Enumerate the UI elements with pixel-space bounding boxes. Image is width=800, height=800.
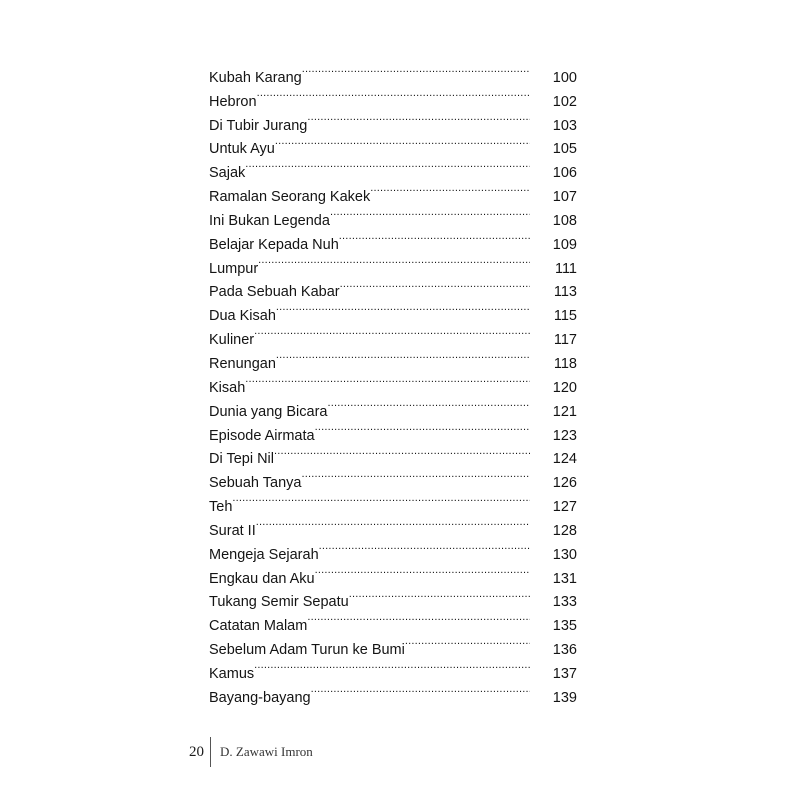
dot-leader: [257, 82, 530, 106]
toc-entry-title: Pada Sebuah Kabar: [209, 284, 340, 301]
page-footer: [189, 737, 313, 767]
toc-entry-title: Kisah: [209, 379, 246, 396]
dot-leader: [339, 225, 530, 249]
dot-leader: [302, 58, 530, 82]
toc-entry-page: 108: [552, 212, 577, 229]
toc-entry-title: Ramalan Seorang Kakek: [209, 189, 371, 206]
toc-entry: [209, 320, 577, 349]
toc-entry: [209, 535, 577, 563]
toc-entry-page: 135: [552, 618, 577, 635]
toc-entry-title: Dua Kisah: [209, 308, 276, 325]
toc-entry-title: Kuliner: [209, 332, 255, 349]
toc-entry: [209, 153, 577, 182]
dot-leader: [276, 296, 530, 320]
dot-leader: [256, 511, 530, 535]
toc-entry-page: 131: [552, 570, 577, 587]
toc-entry: [209, 106, 577, 134]
dot-leader: [245, 153, 530, 177]
toc-entry-page: 117: [553, 332, 577, 349]
toc-entry-page: 120: [552, 379, 577, 396]
toc-entry-page: 128: [552, 522, 577, 539]
toc-entry-title: Belajar Kepada Nuh: [209, 236, 339, 253]
dot-leader: [307, 106, 530, 130]
footer-divider: [210, 737, 211, 767]
toc-entry-title: Ini Bukan Legenda: [209, 212, 330, 229]
dot-leader: [315, 559, 530, 583]
dot-leader: [254, 320, 530, 344]
toc-entry-title: Sebuah Tanya: [209, 475, 302, 492]
toc-entry-title: Lumpur: [209, 260, 259, 277]
toc-entry-page: 105: [552, 141, 577, 158]
toc-entry-title: Sebelum Adam Turun ke Bumi: [209, 642, 405, 659]
dot-leader: [315, 416, 530, 440]
toc-entry-page: 115: [553, 308, 577, 325]
dot-leader: [349, 583, 530, 607]
toc-entry-title: Engkau dan Aku: [209, 570, 315, 587]
footer-author-name: D. Zawawi Imron: [220, 744, 313, 759]
toc-entry-title: Kamus: [209, 665, 255, 682]
dot-leader: [330, 201, 530, 225]
toc-entry-title: Bayang-bayang: [209, 689, 311, 706]
toc-entry-title: Dunia yang Bicara: [209, 403, 328, 420]
dot-leader: [328, 392, 531, 416]
dot-leader: [301, 463, 530, 487]
toc-entry-page: 107: [552, 189, 577, 206]
toc-entry: [209, 678, 577, 706]
toc-entry: [209, 487, 577, 516]
toc-entry-title: Untuk Ayu: [209, 141, 275, 158]
dot-leader: [370, 177, 530, 201]
dot-leader: [254, 654, 530, 678]
toc-entry-title: Teh: [209, 499, 233, 516]
toc-entry: [209, 82, 577, 110]
toc-entry-page: 106: [552, 165, 577, 182]
toc-entry-title: Catatan Malam: [209, 618, 308, 635]
dot-leader: [275, 130, 530, 154]
toc-entry-title: Renungan: [209, 355, 276, 372]
footer-page-number: 20: [189, 743, 204, 760]
dot-leader: [258, 249, 530, 273]
toc-entry-title: Mengeja Sejarah: [209, 546, 319, 563]
toc-entry: [209, 368, 577, 396]
toc-entry-page: 139: [552, 689, 577, 706]
toc-entry-page: 109: [552, 236, 577, 253]
dot-leader: [311, 678, 530, 702]
toc-entry-title: Tukang Semir Sepatu: [209, 594, 349, 611]
toc-entry-page: 102: [552, 93, 577, 110]
toc-entry-page: 103: [552, 117, 577, 134]
toc-entry-page: 111: [554, 260, 577, 277]
dot-leader: [274, 440, 530, 464]
toc-entry-page: 137: [552, 665, 577, 682]
toc-entry-page: 127: [552, 499, 577, 516]
toc-entry-page: 113: [553, 284, 577, 301]
toc-entry-title: Kubah Karang: [209, 69, 302, 86]
toc-entry-title: Sajak: [209, 165, 246, 182]
toc-entry-title: Episode Airmata: [209, 427, 315, 444]
toc-entry-page: 124: [552, 451, 577, 468]
toc-entry-title: Hebron: [209, 93, 257, 110]
toc-entry: [209, 273, 577, 301]
dot-leader: [307, 606, 530, 630]
toc-entry-page: 130: [552, 546, 577, 563]
dot-leader: [276, 344, 530, 368]
dot-leader: [232, 487, 530, 511]
toc-entry: [209, 344, 577, 372]
toc-entry-page: 123: [552, 427, 577, 444]
dot-leader: [245, 368, 530, 392]
dot-leader: [340, 273, 530, 297]
toc-entry: [209, 58, 577, 86]
toc-entry: [209, 511, 577, 539]
table-of-contents: [209, 58, 577, 706]
toc-entry: [209, 654, 577, 682]
toc-entry-page: 136: [552, 642, 577, 659]
toc-entry: [209, 249, 577, 277]
toc-entry-title: Di Tepi Nil: [209, 451, 275, 468]
toc-entry-title: Surat II: [209, 522, 256, 539]
dot-leader: [405, 630, 530, 654]
dot-leader: [319, 535, 530, 559]
toc-entry-page: 100: [552, 69, 577, 86]
toc-entry: [209, 392, 577, 420]
toc-entry-title: Di Tubir Jurang: [209, 117, 308, 134]
toc-entry-page: 133: [552, 594, 577, 611]
toc-entry-page: 118: [553, 355, 577, 372]
toc-entry-page: 126: [552, 475, 577, 492]
toc-entry-page: 121: [552, 403, 577, 420]
toc-entry: [209, 177, 577, 206]
